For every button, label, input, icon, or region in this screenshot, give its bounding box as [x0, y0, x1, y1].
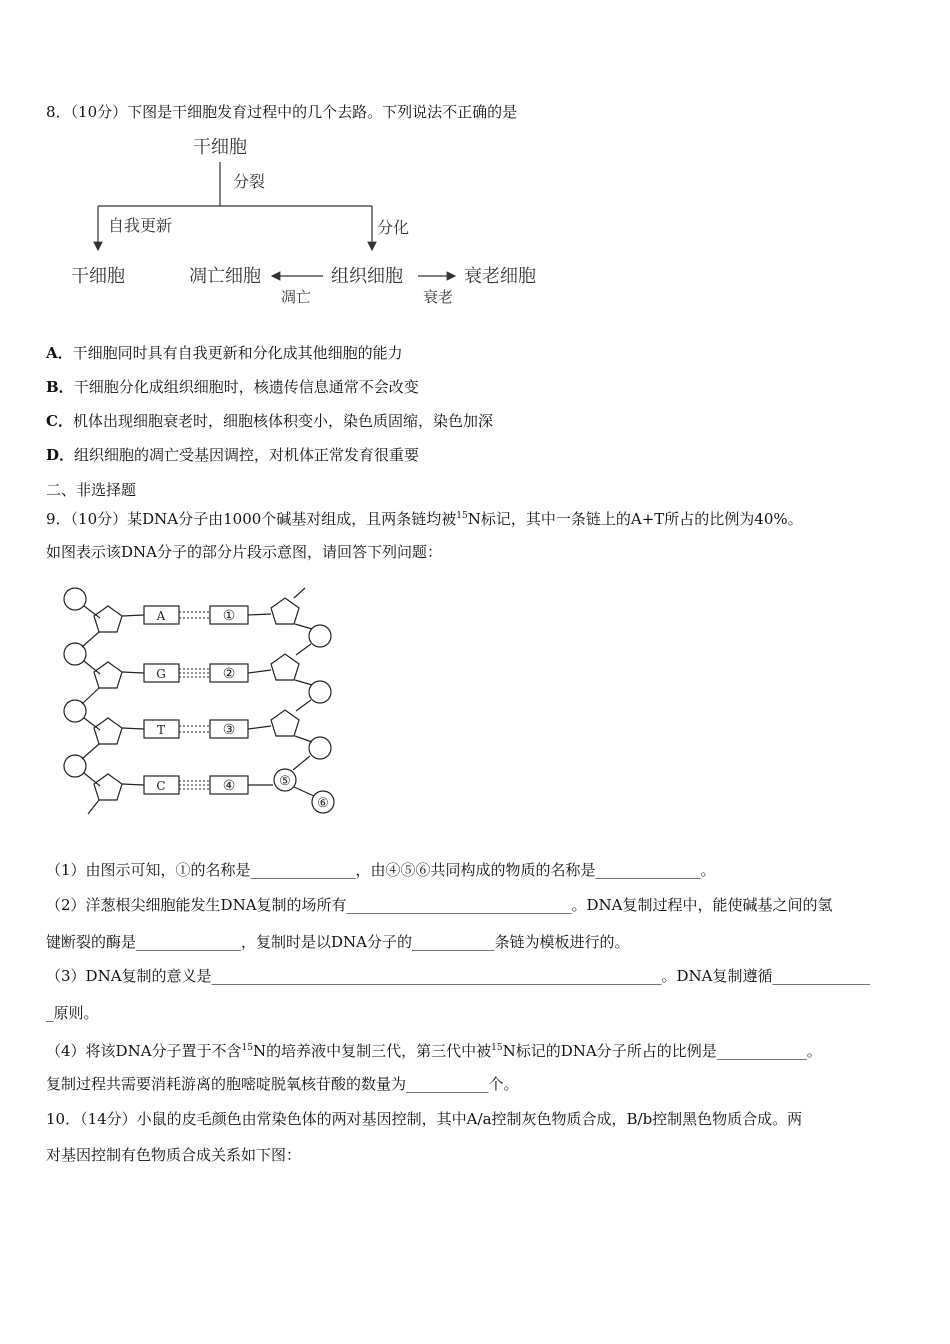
node-stem-cell: 干细胞	[71, 266, 125, 287]
label-self-renew: 自我更新	[108, 216, 173, 235]
base-label: A	[156, 609, 166, 623]
phosphate	[309, 681, 331, 703]
q9-part4-line1	[46, 1038, 822, 1061]
base-label: T	[156, 723, 166, 737]
stem-cell-flow-diagram	[60, 130, 560, 310]
phosphate	[309, 625, 331, 647]
base-label-numbered: ①	[222, 608, 236, 624]
q9-part3-line1: （3）DNA复制的意义是____________________________________________________________。DNA复制遵循_____________	[46, 967, 871, 985]
option-key: D．	[46, 446, 75, 464]
q9-stem2: 如图表示该DNA分子的部分片段示意图，请回答下列问题：	[46, 543, 442, 561]
q9-part4-b: N的培养液中复制三代，第三代中被	[252, 1042, 492, 1060]
deoxyribose	[271, 654, 299, 680]
label-aging: 衰老	[422, 288, 454, 306]
q9-part4-c: N标记的DNA分子所占的比例是____________。	[502, 1042, 822, 1060]
deoxyribose	[271, 710, 299, 736]
base-label: G	[156, 667, 166, 681]
superscript: 15	[241, 1043, 253, 1053]
option-text: 组织细胞的凋亡受基因调控，对机体正常发育很重要	[74, 446, 420, 464]
option-text: 干细胞分化成组织细胞时，核遗传信息通常不会改变	[73, 378, 419, 396]
q9-part3-line2: _原则。	[46, 1004, 99, 1022]
phosphate	[64, 588, 86, 610]
option-a	[46, 343, 403, 363]
node-apoptotic-cell: 凋亡细胞	[189, 266, 261, 287]
q9-part1: （1）由图示可知，①的名称是______________，由④⑤⑥共同构成的物质的名称是______________。	[46, 861, 716, 879]
node-stem-cell-top: 干细胞	[193, 137, 247, 158]
superscript: 15	[456, 511, 468, 521]
deoxyribose	[271, 598, 299, 624]
label-differentiate: 分化	[377, 218, 410, 237]
deoxyribose	[94, 774, 122, 800]
q9-stem	[46, 506, 803, 529]
q10-line1: 10．（14分）小鼠的皮毛颜色由常染色体的两对基因控制，其中A/a控制灰色物质合成，B/b控制黑色物质合成。两	[46, 1110, 803, 1128]
label-split: 分裂	[233, 172, 266, 191]
option-text: 机体出现细胞衰老时，细胞核体积变小，染色质固缩，染色加深	[72, 412, 493, 430]
q9-part4-a: （4）将该DNA分子置于不含	[46, 1042, 242, 1060]
option-key: B．	[46, 378, 74, 396]
option-c	[46, 411, 493, 431]
base-label-numbered: ④	[222, 778, 236, 794]
deoxyribose	[94, 606, 122, 632]
q9-part4-line2: 复制过程共需要消耗游离的胞嘧啶脱氧核苷酸的数量为___________个。	[46, 1075, 519, 1093]
superscript: 15	[491, 1043, 503, 1053]
label-five: ⑤	[279, 774, 291, 789]
option-key: A．	[46, 344, 73, 362]
label-six: ⑥	[317, 796, 329, 811]
phosphate	[309, 737, 331, 759]
option-text: 干细胞同时具有自我更新和分化成其他细胞的能力	[72, 344, 403, 362]
dna-fragment-diagram	[60, 584, 350, 824]
deoxyribose	[94, 662, 122, 688]
base-label: C	[156, 779, 166, 793]
q10-line2: 对基因控制有色物质合成关系如下图：	[46, 1146, 302, 1164]
node-aging-cell: 衰老细胞	[464, 266, 536, 287]
q9-part2-line1: （2）洋葱根尖细胞能发生DNA复制的场所有______________________________。DNA复制过程中，能使碱基之间的氢	[46, 896, 833, 914]
node-tissue-cell: 组织细胞	[331, 266, 403, 287]
deoxyribose	[94, 718, 122, 744]
section-title: 二、非选择题	[46, 481, 137, 499]
base-label-numbered: ②	[222, 666, 236, 682]
option-b	[46, 377, 419, 397]
q9-stem-b: N标记，其中一条链上的A+T所占的比例为40%。	[467, 510, 803, 528]
q9-part2-line2: 键断裂的酶是______________，复制时是以DNA分子的___________条链为模板进行的。	[46, 933, 630, 951]
label-apoptosis: 凋亡	[280, 288, 312, 306]
option-key: C．	[46, 412, 73, 430]
q9-stem-a: 9．（10分）某DNA分子由1000个碱基对组成，且两条链均被	[46, 510, 457, 528]
base-label-numbered: ③	[222, 722, 236, 738]
q8-stem: 8．（10分）下图是干细胞发育过程中的几个去路。下列说法不正确的是	[46, 103, 518, 121]
option-d	[46, 445, 419, 465]
